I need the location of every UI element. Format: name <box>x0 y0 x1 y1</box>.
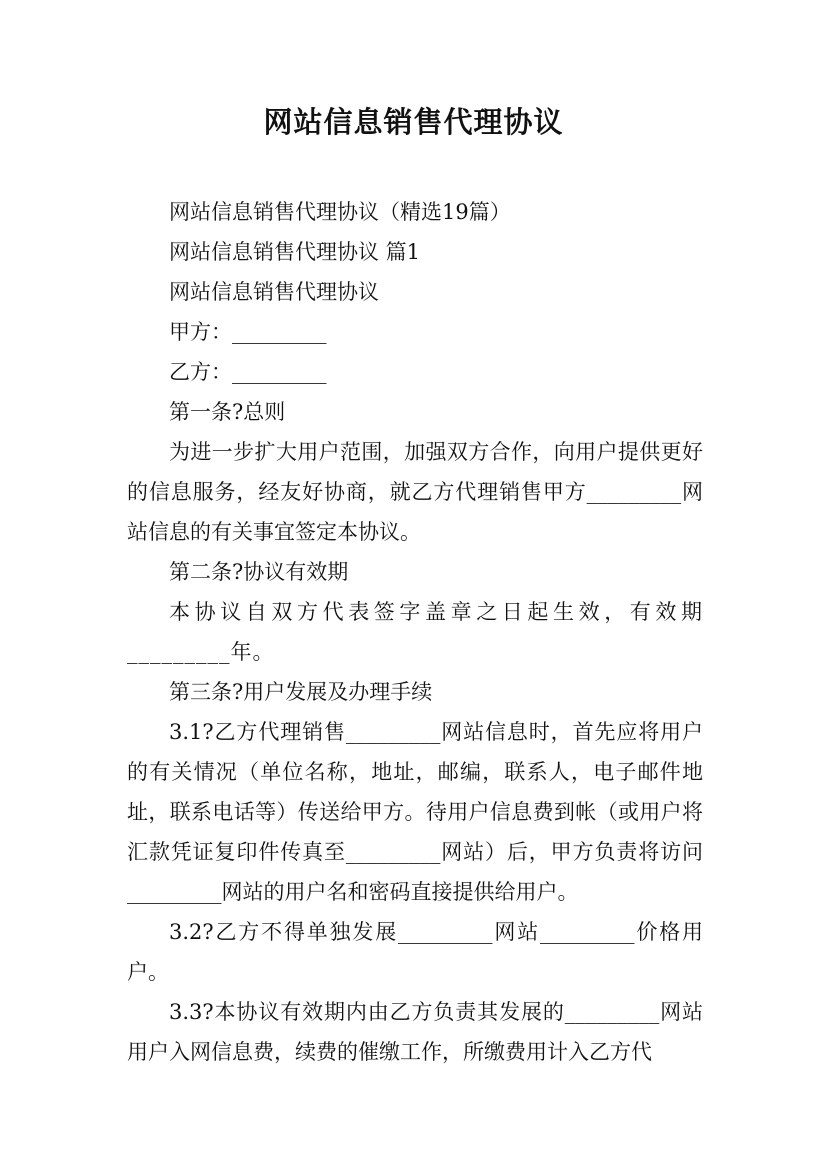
paragraph-clause-3-1: 3.1?乙方代理销售_________网站信息时，首先应将用户的有关情况（单位名称，地址，邮编，联系人，电子邮件地址，联系电话等）传送给甲方。待用户信息费到帐（或用户将汇款凭证复印件传真至_________网站）后，甲方负责将访问_________网站的用户名和密码直接提供给用户。 <box>127 720 703 904</box>
document-body <box>127 192 703 1072</box>
document-title: 网站信息销售代理协议 <box>263 105 564 139</box>
paragraph-clause-3-2: 3.2?乙方不得单独发展_________网站_________价格用户。 <box>127 920 703 984</box>
paragraph-section-heading: 网站信息销售代理协议 篇1 <box>169 240 421 264</box>
paragraph-subtitle: 网站信息销售代理协议（精选19篇） <box>169 200 511 224</box>
paragraph-agreement-name: 网站信息销售代理协议 <box>169 280 379 304</box>
paragraph-party-a: 甲方：_________ <box>169 320 327 344</box>
paragraph-article-2-body: 本协议自双方代表签字盖章之日起生效，有效期_________年。 <box>127 600 703 664</box>
paragraph-article-1-heading: 第一条?总则 <box>169 400 286 424</box>
paragraph-clause-3-3: 3.3?本协议有效期内由乙方负责其发展的_________网站用户入网信息费，续费的催缴工作，所缴费用计入乙方代 <box>127 1000 703 1064</box>
paragraph-article-3-heading: 第三条?用户发展及办理手续 <box>169 680 433 704</box>
paragraph-article-1-body: 为进一步扩大用户范围，加强双方合作，向用户提供更好的信息服务，经友好协商，就乙方代理销售甲方_________网站信息的有关事宜签定本协议。 <box>127 440 703 544</box>
paragraph-article-2-heading: 第二条?协议有效期 <box>169 560 349 584</box>
paragraph-party-b: 乙方：_________ <box>169 360 327 384</box>
